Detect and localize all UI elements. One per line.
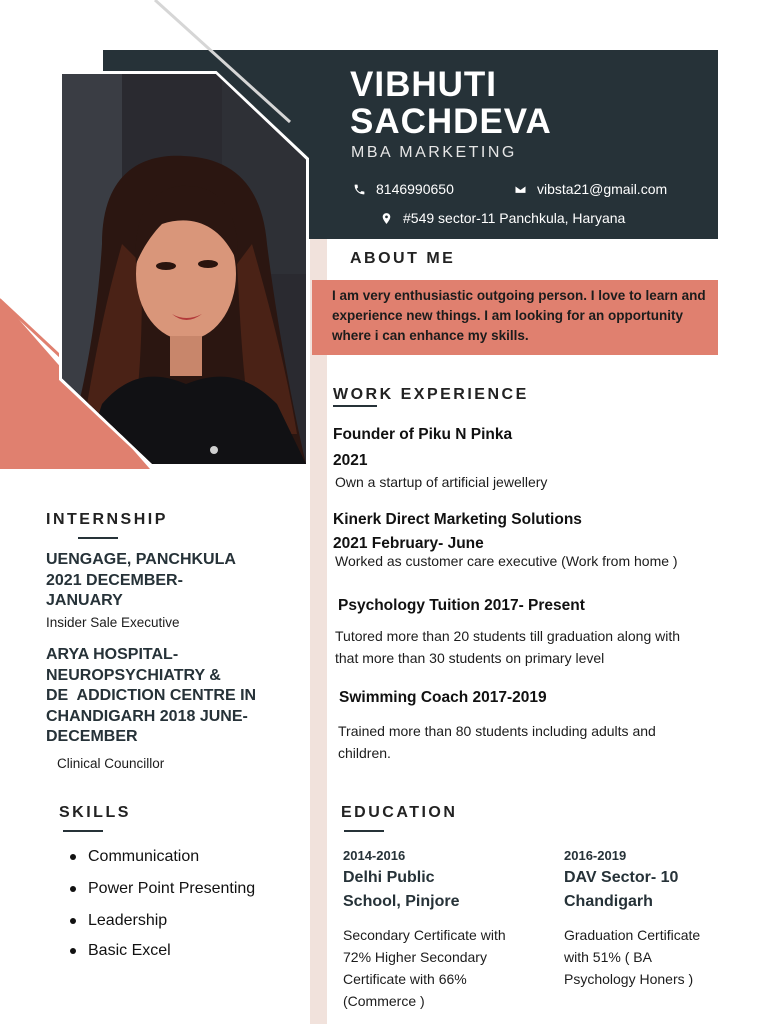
phone-number[interactable]: 8146990650 <box>376 181 454 197</box>
work-item-desc: Tutored more than 20 students till graduation along with <box>335 628 681 644</box>
education-school <box>343 866 506 914</box>
contact-address <box>380 210 625 226</box>
skill-label: Power Point Presenting <box>88 880 256 897</box>
name-last: SACHDEVA <box>350 102 552 141</box>
name-first: VIBHUTI <box>350 65 497 104</box>
education-school-line: DAV Sector- 10 <box>564 869 679 886</box>
work-item-desc: Trained more than 80 students including adults and <box>338 723 656 739</box>
education-years: 2016-2019 <box>564 848 627 863</box>
contact-email <box>514 181 667 197</box>
work-heading-underline <box>333 405 377 407</box>
education-desc-line: (Commerce ) <box>343 993 425 1009</box>
work-item-desc: that more than 30 students on primary level <box>335 650 605 666</box>
internship-title-line: DECEMBER <box>46 728 138 745</box>
work-item-period: 2021 <box>333 452 368 469</box>
about-text: I am very enthusiastic outgoing person. I love to learn and experience new things. I am looking for an opportunity where i can enhance my skills. <box>332 288 706 343</box>
email-icon <box>514 183 527 196</box>
internship-title <box>46 645 256 748</box>
education-desc-line: with 51% ( BA <box>564 949 652 965</box>
internship-heading-underline <box>78 537 118 539</box>
skill-label: Leadership <box>88 912 168 929</box>
internship-title-line: UENGAGE, PANCHKULA <box>46 551 236 568</box>
work-item-title: Psychology Tuition 2017- Present <box>338 597 585 614</box>
education-desc <box>564 924 700 990</box>
internship-title-line: NEUROPSYCHIATRY & <box>46 666 221 684</box>
skill-item <box>70 880 255 898</box>
contact-phone <box>353 181 454 197</box>
work-item-desc: children. <box>338 745 391 761</box>
education-desc-line: Certificate with 66% <box>343 971 467 987</box>
internship-title-line: JANUARY <box>46 592 123 609</box>
work-item-period: 2021 February- June <box>333 535 484 552</box>
internship-title-line: CHANDIGARH 2018 JUNE- <box>46 707 248 725</box>
skills-heading: SKILLS <box>59 804 131 821</box>
internship-role: Insider Sale Executive <box>46 615 180 630</box>
education-desc-line: Graduation Certificate <box>564 927 701 943</box>
internship-heading: INTERNSHIP <box>46 511 168 528</box>
education-heading-underline <box>344 830 384 832</box>
education-school-line: Chandigarh <box>564 893 653 910</box>
work-item-title: Swimming Coach 2017-2019 <box>339 689 547 706</box>
work-item-title: Founder of Piku N Pinka <box>333 426 513 443</box>
skill-label: Basic Excel <box>88 942 171 959</box>
profile-photo <box>62 74 306 464</box>
education-school-line: School, Pinjore <box>343 893 460 910</box>
about-heading: ABOUT ME <box>350 250 456 267</box>
education-school <box>564 866 700 914</box>
skills-heading-underline <box>63 830 103 832</box>
education-desc-line: 72% Higher Secondary <box>343 949 487 965</box>
internship-title-line: 2021 DECEMBER- <box>46 571 183 589</box>
job-title: MBA MARKETING <box>351 144 517 161</box>
profile-photo-illustration <box>62 74 306 464</box>
skill-item <box>70 942 171 960</box>
location-pin-icon <box>380 212 393 225</box>
education-item <box>564 848 700 990</box>
internship-role: Clinical Councillor <box>57 756 165 771</box>
skill-item <box>70 912 167 930</box>
work-item-desc: Own a startup of artificial jewellery <box>335 474 548 490</box>
education-desc <box>343 924 506 1012</box>
skill-label: Communication <box>88 848 200 865</box>
internship-title <box>46 550 236 612</box>
internship-title-line: DE ADDICTION CENTRE IN <box>46 687 257 704</box>
bullet-icon <box>70 854 76 860</box>
education-item <box>343 848 506 1012</box>
skill-item <box>70 848 199 866</box>
education-desc-line: Secondary Certificate with <box>343 927 506 943</box>
work-item-desc: Worked as customer care executive (Work from home ) <box>335 553 678 569</box>
address-text: #549 sector-11 Panchkula, Haryana <box>403 210 626 226</box>
education-heading: EDUCATION <box>341 804 458 821</box>
work-heading: WORK EXPERIENCE <box>333 386 529 403</box>
about-box <box>312 280 718 355</box>
internship-title-line: ARYA HOSPITAL- <box>46 646 179 663</box>
bullet-icon <box>70 948 76 954</box>
bullet-icon <box>70 886 76 892</box>
education-years: 2014-2016 <box>343 848 406 863</box>
work-item-title: Kinerk Direct Marketing Solutions <box>333 511 582 528</box>
bullet-icon <box>70 918 76 924</box>
phone-icon <box>353 183 366 196</box>
education-school-line: Delhi Public <box>343 869 435 886</box>
email-address[interactable]: vibsta21@gmail.com <box>537 181 668 197</box>
education-desc-line: Psychology Honers ) <box>564 971 694 987</box>
